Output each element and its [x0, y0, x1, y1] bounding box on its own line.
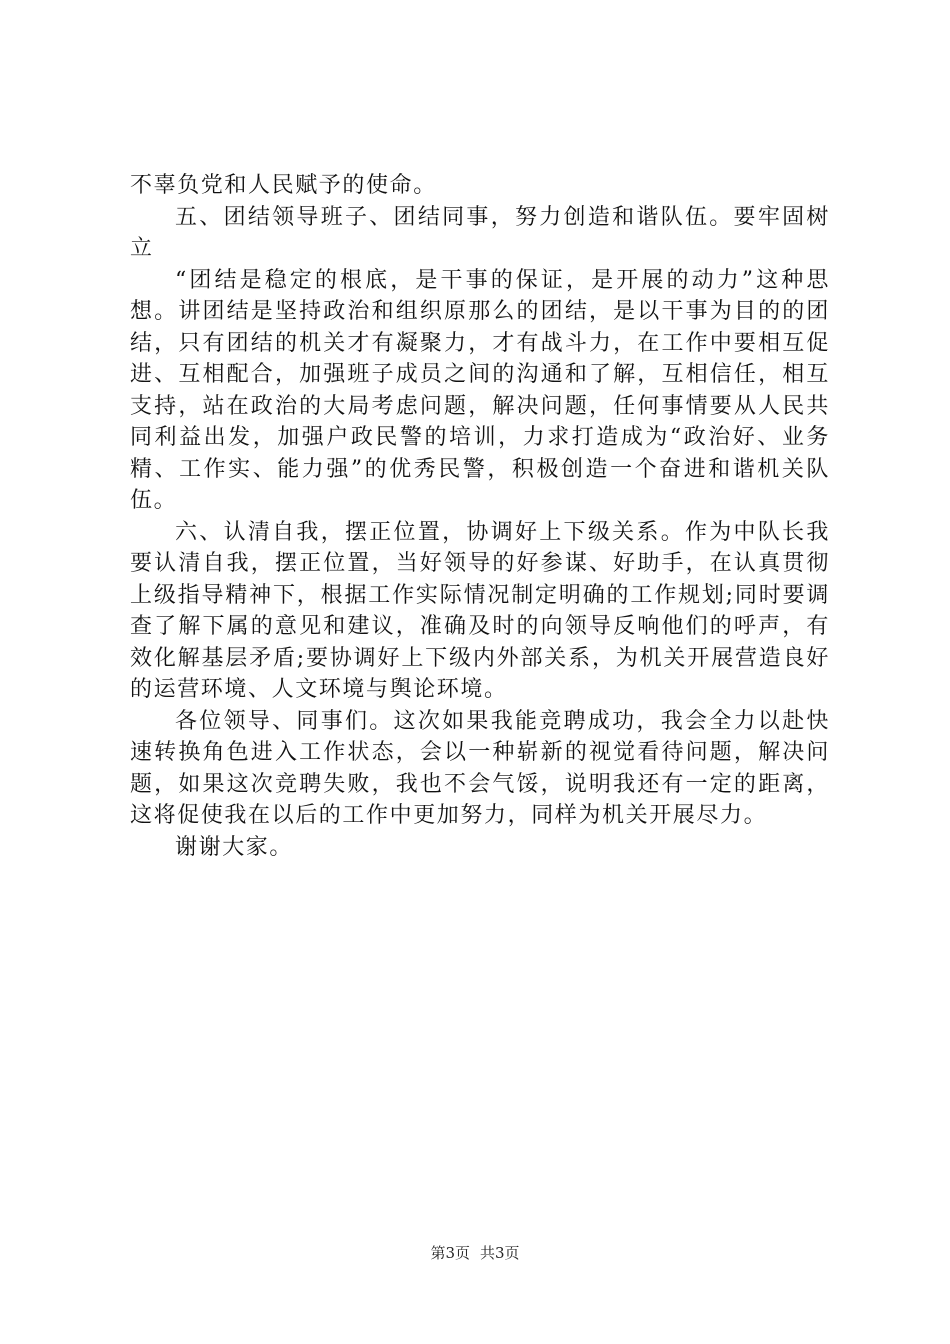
paragraph: “团结是稳定的根底，是干事的保证，是开展的动力”这种思想。讲团结是坚持政治和组织原那么的团结，是以干事为目的的团结，只有团结的机关才有凝聚力，才有战斗力，在工作中要相互促进、互相配合，加强班子成员之间的沟通和了解，互相信任，相互支持，站在政治的大局考虑问题，解决问题，任何事情要从人民共同利益出发，加强户政民警的培训，力求打造成为“政治好、业务精、工作实、能力强”的优秀民警，积极创造一个奋进和谐机关队伍。 — [130, 267, 830, 513]
paragraph: 六、认清自我，摆正位置，协调好上下级关系。作为中队长我要认清自我，摆正位置，当好领导的好参谋、好助手，在认真贯彻上级指导精神下，根据工作实际情况制定明确的工作规划;同时要调查了解下属的意见和建议，准确及时的向领导反响他们的呼声，有效化解基层矛盾;要协调好上下级内外部关系，为机关开展营造良好的运营环境、人文环境与舆论环境。 — [130, 519, 830, 702]
paragraph: 各位领导、同事们。这次如果我能竞聘成功，我会全力以赴快速转换角色进入工作状态，会以一种崭新的视觉看待问题，解决问题，如果这次竞聘失败，我也不会气馁，说明我还有一定的距离，这将促使我在以后的工作中更加努力，同样为机关开展尽力。 — [130, 708, 830, 828]
document-body — [130, 170, 830, 863]
paragraph: 不辜负党和人民赋予的使命。 — [130, 173, 437, 198]
page-footer — [0, 1243, 950, 1263]
paragraph: 谢谢大家。 — [175, 834, 294, 860]
page-total: 共3页 — [480, 1244, 520, 1262]
paragraph: 五、团结领导班子、团结同事，努力创造和谐队伍。要牢固树立 — [130, 204, 830, 261]
page-number: 第3页 — [430, 1244, 470, 1262]
